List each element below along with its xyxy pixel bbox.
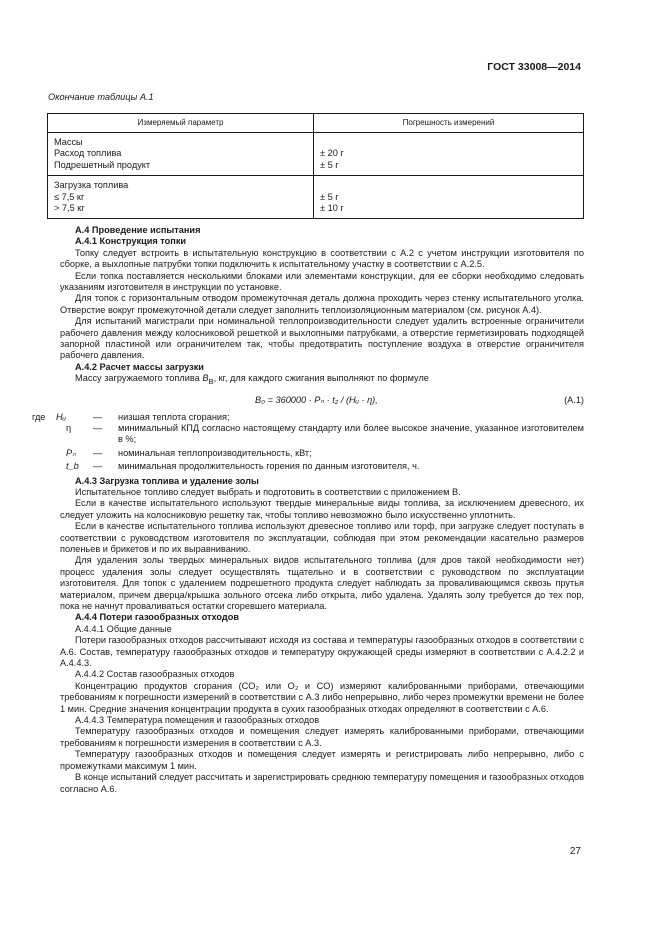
paragraph: Концентрацию продуктов сгорания (CO₂ или O₂ и CO) измеряют калиброванными приборами, отвечающими требованиям к погрешности измерений в соответствии с А.3 либо непрерывно, либо через промежутки времени не более 1 мин. Средние значения концентрации продукта в сухих газообразных отходах определяют в соответствии с А.6. [60, 680, 584, 714]
paragraph: Потери газообразных отходов рассчитывают исходя из состава и температуры газообразных отходов в соответствии с А.6. Состав, температуру газообразных отходов и температуру окружающей среды измеряют в соответствии с А.4.2.2 и А.4.4.3. [60, 635, 585, 669]
paragraph: Если в качестве испытательного топлива используют древесное топливо или торф, при загрузке следует поступать в соответствии с руководством изготовителя по эксплуатации, соблюдая при этом рекомендации касательно размеров поленьев и брикетов и по их выравниванию. [60, 521, 584, 554]
definition-dash: — [93, 422, 103, 433]
definition-item [60, 423, 584, 446]
table-row [48, 176, 584, 219]
cell-line: > 7,5 кг [54, 203, 85, 214]
variable-b: B [202, 373, 209, 384]
table-cell-parameter [48, 176, 314, 219]
cell-line: Расход топлива [54, 148, 122, 159]
formula-expression: B₀ = 360000 · Pₙ · t₂ / (Hᵤ · η), [255, 394, 378, 405]
variable-b-subscript: B [208, 377, 214, 387]
section-heading-a41: А.4.1 Конструкция топки [75, 236, 187, 247]
table-row [48, 133, 584, 176]
column-header-error: Погрешность измерений [314, 114, 584, 133]
table-cell-parameter [48, 133, 314, 176]
formula-a1 [60, 388, 584, 412]
intro-text: Массу загружаемого топлива [75, 373, 203, 384]
definition-symbol: Pₙ [66, 447, 76, 458]
subsection-heading-a442: А.4.4.2 Состав газообразных отходов [75, 669, 235, 680]
definition-text: низшая теплота сгорания; [118, 411, 230, 422]
table-caption: Окончание таблицы А.1 [48, 92, 154, 102]
paragraph: В конце испытаний следует рассчитать и зарегистрировать среднюю температуру помещения и газообразных отходов согласно А.6. [60, 772, 584, 794]
paragraph-formula-intro [60, 373, 584, 387]
cell-line [320, 137, 578, 148]
section-heading-a44: А.4.4 Потери газообразных отходов [75, 612, 240, 623]
intro-text-end: , кг, для каждого сжигания выполняют по формуле [213, 373, 429, 384]
column-header-parameter: Измеряемый параметр [48, 114, 314, 133]
definition-item [32, 411, 584, 423]
measurement-table [47, 113, 584, 219]
paragraph: Если топка поставляется несколькими блоками или элементами конструкции, для ее сборки необходимо следовать указаниям изготовителя в инструкции по установке. [60, 270, 584, 293]
document-body [32, 225, 585, 795]
paragraph: Если в качестве испытательного используют твердые минеральные виды топлива, за исключением древесного, их следует уложить на колосниковую решетку так, чтобы топливо невозможно было искусственно уплотнить. [60, 498, 584, 520]
section-heading-a42: А.4.2 Расчет массы загрузки [75, 361, 204, 372]
cell-line: ± 5 г [320, 191, 339, 202]
cell-line: Загрузка топлива [54, 180, 129, 191]
cell-line [320, 180, 578, 191]
formula-number: (А.1) [564, 394, 584, 405]
definition-item [60, 448, 584, 459]
section-heading-a4: А.4 Проведение испытания [75, 225, 201, 235]
table-header-row [48, 114, 584, 133]
paragraph: Для испытаний магистрали при номинальной теплопроизводительности следует удалить встроенные ограничители рабочего давления между колосниковой решеткой и выхлопными патрубками, а отверстие герметизировать подходящей запорной пластиной или ограничителем так, чтобы предотвратить поступление воздуха в отверстие ограничителя рабочего давления. [60, 316, 584, 361]
paragraph: Для удаления золы твердых минеральных видов испытательного топлива (для дров такой необходимости нет) процесс удаления золы следует осуществлять тщательно и в соответствии с руководством по эксплуатации изготовителя. Для топок с удалением подрешетного продукта следует наблюдать за проваливающимся сквозь прутья материалом, причем дверца/крышка зольного отсека либо открыта, либо удалена. Удалять золу требуется до тех пор, пока не начнут проваливаться остатки сгоревшего материала. [60, 555, 584, 612]
definition-dash: — [93, 447, 103, 458]
definition-text: минимальный КПД согласно настоящему стандарту или более высокое значение, указанное изготовителем в %; [118, 422, 584, 445]
subsection-heading-a441: А.4.4.1 Общие данные [75, 623, 172, 634]
definition-dash: — [93, 411, 103, 422]
paragraph: Топку следует встроить в испытательную конструкцию в соответствии с А.2 с учетом инструкции изготовителя по сборке, а выхлопные патрубки топки подключить к испытательному участку в соответствии с А.2.5. [60, 247, 584, 270]
section-heading-a43: А.4.3 Загрузка топлива и удаление золы [75, 475, 259, 486]
definition-text: номинальная теплопроизводительность, кВт; [118, 447, 312, 458]
paragraph: Испытательное топливо следует выбрать и подготовить в соответствии с приложением В. [75, 486, 461, 497]
definition-symbol: t_b [66, 461, 79, 472]
cell-line: Массы [54, 137, 83, 147]
paragraph: Температуру газообразных отходов и помещения следует измерять и регистрировать либо непрерывно, либо с промежутками максимум 1 мин. [60, 749, 584, 771]
cell-line: ± 5 г [320, 159, 339, 170]
definition-symbol: Hᵤ [56, 411, 66, 422]
cell-line: ± 10 г [320, 203, 344, 214]
definition-where: где [32, 411, 46, 422]
standard-number: ГОСТ 33008—2014 [487, 61, 581, 73]
paragraph: Температуру газообразных отходов и помещения следует измерять калиброванными приборами, отвечающими требованиям к погрешности измерения в соответствии с А.3. [60, 726, 584, 748]
subsection-heading-a443: А.4.4.3 Температура помещения и газообразных отходов [75, 715, 320, 726]
paragraph: Для топок с горизонтальным отводом промежуточная деталь должна проходить через стенку испытательного уголка. Отверстие вокруг промежуточной детали следует заполнить теплоизоляционным материалом (см. рисунок А.4). [60, 293, 584, 315]
cell-line: ± 20 г [320, 148, 344, 159]
table-cell-error [314, 133, 584, 176]
cell-line: Подрешетный продукт [54, 159, 151, 170]
definition-symbol: η [66, 422, 72, 433]
definition-text: минимальная продолжительность горения по данным изготовителя, ч. [118, 461, 420, 472]
definition-item [60, 461, 584, 472]
page-number: 27 [569, 846, 581, 857]
table-cell-error [314, 176, 584, 219]
definition-dash: — [93, 461, 103, 472]
cell-line: ≤ 7,5 кг [54, 191, 85, 202]
